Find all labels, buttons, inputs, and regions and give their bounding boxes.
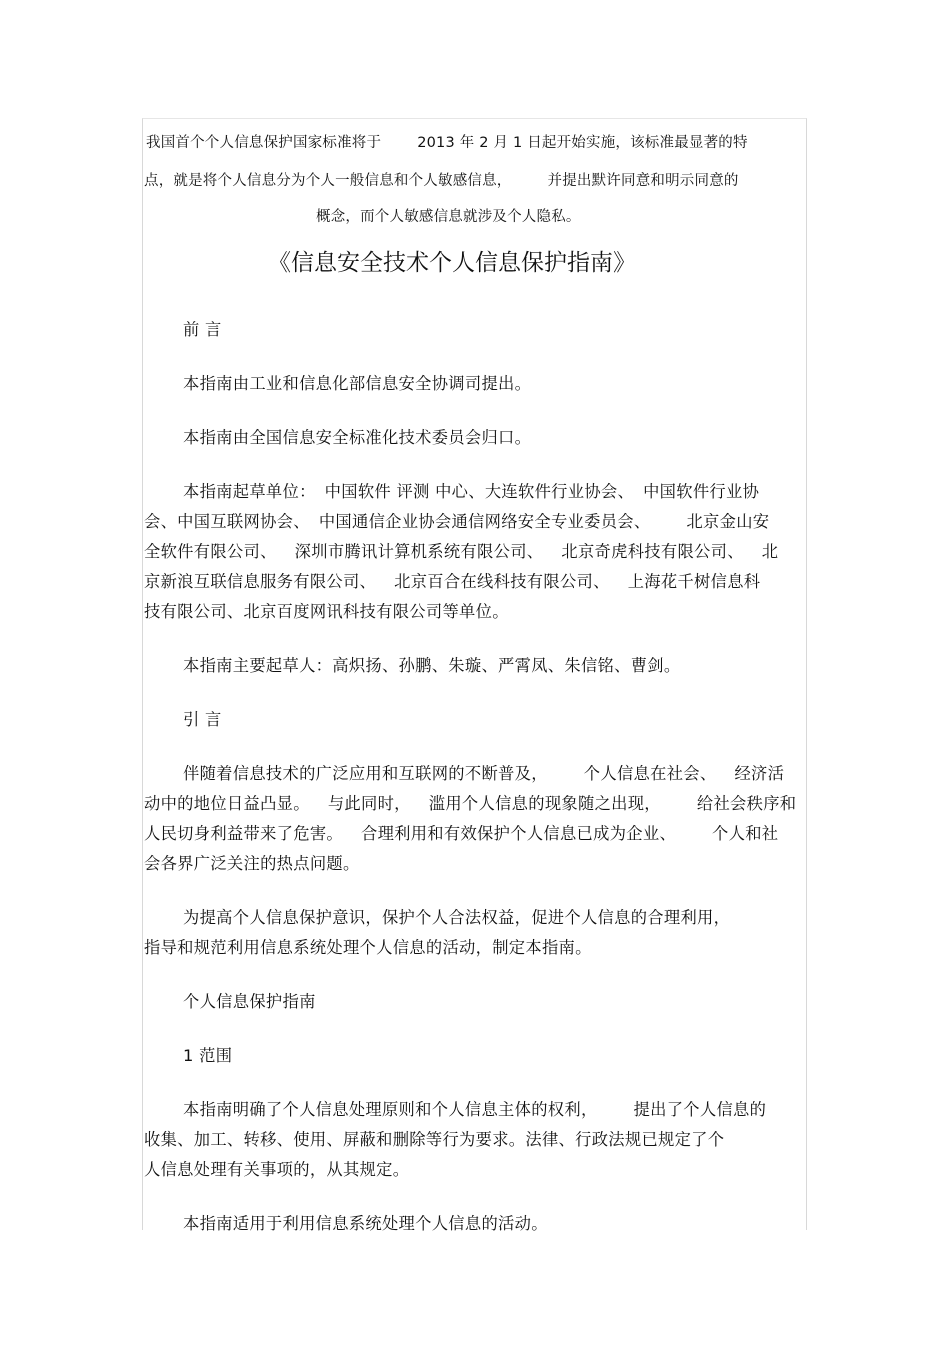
intro-line-3: 概念，而个人敏感信息就涉及个人隐私。 <box>316 209 581 225</box>
paragraph-line: 伴随着信息技术的广泛应用和互联网的不断普及， 个人信息在社会、 经济活 <box>183 764 785 783</box>
intro-line-1 <box>146 131 748 152</box>
intro-text: 2013 年 2 月 1 日起开始实施，该标准最显著的特 <box>417 135 748 151</box>
introduction-heading: 引 言 <box>183 710 222 729</box>
paragraph: 本指南由全国信息安全标准化技术委员会归口。 <box>183 428 532 447</box>
paragraph: 本指南主要起草人：高炽扬、孙鹏、朱璇、严霄凤、朱信铭、曹剑。 <box>183 656 681 675</box>
paragraph-line: 为提高个人信息保护意识，保护个人合法权益，促进个人信息的合理利用， <box>183 908 731 927</box>
paragraph-line: 收集、加工、转移、使用、屏蔽和删除等行为要求。法律、行政法规已规定了个 <box>144 1130 725 1149</box>
paragraph-line: 本指南明确了个人信息处理原则和个人信息主体的权利， 提出了个人信息的 <box>183 1100 767 1119</box>
paragraph-line: 全软件有限公司、 深圳市腾讯计算机系统有限公司、 北京奇虎科技有限公司、 北 <box>144 542 779 561</box>
paragraph-line: 会、中国互联网协会、 中国通信企业协会通信网络安全专业委员会、 北京金山安 <box>144 512 770 531</box>
paragraph-line: 动中的地位日益凸显。 与此同时， 滥用个人信息的现象随之出现， 给社会秩序和 <box>144 794 797 813</box>
guide-heading: 个人信息保护指南 <box>183 992 316 1011</box>
intro-text: 我国首个个人信息保护国家标准将于 <box>146 135 382 151</box>
intro-text: 点，就是将个人信息分为个人一般信息和个人敏感信息， <box>144 173 512 189</box>
document-title: 《信息安全技术个人信息保护指南》 <box>268 250 636 276</box>
paragraph-line: 技有限公司、北京百度网讯科技有限公司等单位。 <box>144 602 509 621</box>
intro-line-2 <box>144 169 739 190</box>
intro-text: 并提出默许同意和明示同意的 <box>547 173 739 189</box>
paragraph-line: 本指南起草单位： 中国软件 评测 中心、大连软件行业协会、 中国软件行业协 <box>183 482 760 501</box>
paragraph: 本指南适用于利用信息系统处理个人信息的活动。 <box>183 1214 548 1233</box>
paragraph: 本指南由工业和信息化部信息安全协调司提出。 <box>183 374 532 393</box>
paragraph-line: 指导和规范利用信息系统处理个人信息的活动，制定本指南。 <box>144 938 592 957</box>
paragraph-line: 人民切身利益带来了危害。 合理利用和有效保护个人信息已成为企业、 个人和社 <box>144 824 779 843</box>
paragraph-line: 京新浪互联信息服务有限公司、 北京百合在线科技有限公司、 上海花千树信息科 <box>144 572 761 591</box>
section-heading: 1 范围 <box>183 1046 233 1065</box>
foreword-heading: 前 言 <box>183 320 222 339</box>
paragraph-line: 会各界广泛关注的热点问题。 <box>144 854 360 873</box>
paragraph-line: 人信息处理有关事项的，从其规定。 <box>144 1160 410 1179</box>
